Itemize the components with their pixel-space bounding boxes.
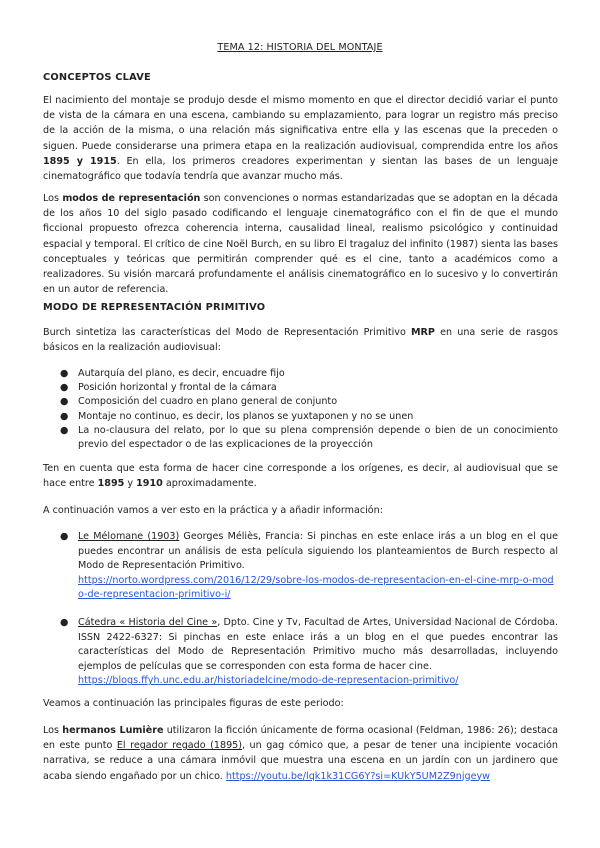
list-item xyxy=(43,381,558,395)
ref-text: , Dpto. Cine y Tv, Facultad de Artes, Universidad Nacional de Córdoba. ISSN 2422-6327: Si pinchas en este enlace irás a un blog en el que puedes encontrar las características del Modo de Representación Primitivo mucho más desarrolladas, incluyendo ejemplos de películas que se corresponden con esta forma de hacer cine. xyxy=(78,616,558,672)
text: , un gag cómico que, a pesar de tener una incipiente vocación narrativa, se reduce a una cámara inmóvil que muestra una escena en un jardín con un jardinero que acaba siendo engañado por un chico. xyxy=(43,740,559,782)
list-item-text: Autarquía del plano, es decir, encuadre fijo xyxy=(78,368,285,379)
reference-list xyxy=(43,530,558,689)
list-item-text: La no-clausura del relato, por lo que su plena comprensión depende o bien de un conocimiento previo del espectador o de las explicaciones de la proyección xyxy=(78,424,558,451)
reference-item xyxy=(43,530,558,603)
paragraph-period xyxy=(43,461,558,491)
text: Los xyxy=(43,725,63,736)
text: aproximadamente. xyxy=(162,478,257,490)
text: . En ella, los primeros creadores experimentan y sientan las bases de un lenguaje cinematográfico que todavía tendría que avanzar mucho más. xyxy=(43,155,558,183)
bullet-icon: ● xyxy=(60,424,69,436)
paragraph-montaje-origin xyxy=(43,93,558,184)
text: son convenciones o normas estandarizadas que se adoptan en la década de los años 10 del siglo pasado codificando el lenguaje cinematográfico con el fin de que el mundo ficcional propuesto ofrezca coherencia interna, causalidad lineal, realismo psicológico y continuidad espacial y temporal. El crítico de cine Noël Burch, en su libro El tragaluz del infinito (1987) sienta las bases conceptuales y teóricas que permitirán comprender qué es el cine, tanto a académicos como a realizadores. Su visión marcará profundamente el análisis cinematográfico en lo sucesivo y lo convertirán en un autor de referencia. xyxy=(43,193,558,296)
paragraph-figures: Veamos a continuación las principales figuras de este periodo: xyxy=(43,698,344,709)
text: y xyxy=(124,478,137,490)
bullet-icon: ● xyxy=(60,396,69,408)
paragraph-mrp-intro xyxy=(43,325,558,355)
youtube-link[interactable]: https://youtu.be/lqk1k31CG6Y?si=KUkY5UM2Z9njgeyw xyxy=(225,770,491,782)
ref-url-link[interactable]: https://norto.wordpress.com/2016/12/29/sobre-los-modos-de-representacion-en-el-cine-mrp-o-modo-de-representacion-primitivo-i/ xyxy=(78,574,554,601)
text: El nacimiento del montaje se produjo desde el mismo momento en que el director decidió variar el punto de vista de la cámara en una escena, cambiando su emplazamiento, para lograr un registro más preciso de la acción de la misma, o una relación más significativa entre ella y las escenas que la preceden o siguen. Puede considerarse una primera etapa en la realización audiovisual, comprendida entre los años xyxy=(43,95,558,152)
bullet-icon: ● xyxy=(60,531,69,542)
document-title: TEMA 12: HISTORIA DEL MONTAJE xyxy=(217,42,383,53)
list-item xyxy=(43,410,558,424)
paragraph-practice: A continuación vamos a ver esto en la práctica y a añadir información: xyxy=(43,505,383,516)
list-item xyxy=(43,395,558,409)
list-item xyxy=(43,367,558,381)
year-bold: 1895 xyxy=(97,478,125,490)
bullet-icon: ● xyxy=(60,616,69,628)
years-bold: 1895 y 1915 xyxy=(43,155,117,167)
section-heading-conceptos: CONCEPTOS CLAVE xyxy=(43,72,151,83)
bullet-icon: ● xyxy=(60,382,69,394)
text: utilizaron la ficción únicamente de forma ocasional (Feldman, 1986: 26); destaca en este punto xyxy=(43,725,558,752)
year-bold: 1910 xyxy=(136,478,163,490)
reference-item xyxy=(43,616,558,689)
list-item-text: Composición del cuadro en plano general de conjunto xyxy=(78,396,338,408)
list-item-text: Montaje no continuo, es decir, los planos se yuxtaponen y no se unen xyxy=(78,410,414,422)
term-bold: modos de representación xyxy=(62,193,201,204)
list-item-text: Posición horizontal y frontal de la cámara xyxy=(78,382,277,394)
bullet-icon: ● xyxy=(60,410,69,422)
paragraph-modos-representacion xyxy=(43,191,558,297)
text: Ten en cuenta que esta forma de hacer cine corresponde a los orígenes, es decir, al audiovisual que se hace entre xyxy=(43,463,558,490)
lumiere-bold: hermanos Lumière xyxy=(62,725,164,736)
ref-text: Georges Méliès, Francia: Si pinchas en este enlace irás a un blog en el que puedes encontrar un análisis de esta película siguiendo los planteamientos de Burch respecto al Modo de Representación Primitivo. xyxy=(78,531,558,572)
mrp-traits-list xyxy=(43,367,558,452)
ref-url-link[interactable]: https://blogs.ffyh.unc.edu.ar/historiadelcine/modo-de-representacion-primitivo/ xyxy=(78,675,459,687)
list-item xyxy=(43,424,558,452)
bullet-icon: ● xyxy=(60,368,69,379)
section-heading-mrp: MODO DE REPRESENTACIÓN PRIMITIVO xyxy=(43,302,266,313)
film-title-link[interactable]: El regador regado (1895) xyxy=(116,740,243,752)
text: en una serie de rasgos básicos en la realización audiovisual: xyxy=(43,327,558,354)
mrp-bold: MRP xyxy=(410,327,435,338)
text: Los xyxy=(43,193,63,204)
text: Burch sintetiza las características del Modo de Representación Primitivo xyxy=(43,327,411,338)
ref-title-link[interactable]: Cátedra « Historia del Cine » xyxy=(78,616,218,628)
ref-title-link[interactable]: Le Mélomane (1903) xyxy=(78,531,180,542)
paragraph-lumiere xyxy=(43,723,558,784)
